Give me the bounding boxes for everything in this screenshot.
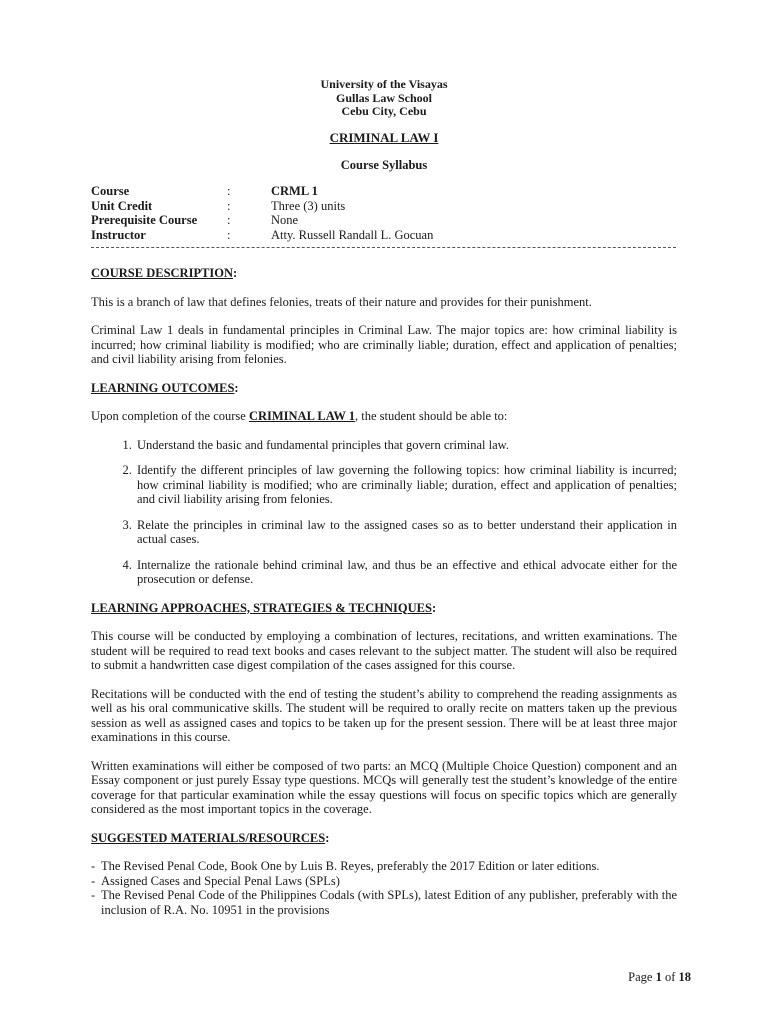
page-number: 1 [655,970,662,984]
outcomes-intro [91,409,677,424]
list-item: 1. Understand the basic and fundamental principles that govern criminal law. [135,438,677,453]
section-heading-text: LEARNING APPROACHES, STRATEGIES & TECHNIQUES [91,600,432,615]
list-item: - The Revised Penal Code of the Philippines Codals (with SPLs), latest Edition of any publisher, preferably with the inclusion of R.A. No. 10951 in the provisions [91,888,677,917]
university-name: University of the Visayas [320,77,448,91]
section-heading-text: LEARNING OUTCOMES [91,380,235,395]
course-info-colon: : [227,184,231,198]
list-item: 3. Relate the principles in criminal law to the assigned cases so as to better understand their application in actual cases. [135,518,677,547]
page-total: 18 [678,970,691,984]
page-footer [628,970,691,985]
header-divider [91,247,676,248]
learning-outcomes-heading: LEARNING OUTCOMES: [91,380,239,395]
intro-text: Upon completion of the course [91,409,249,423]
of-word: of [664,970,676,984]
course-info-value: None [271,213,299,227]
outcomes-list [91,438,677,587]
course-info-row [91,184,433,199]
paragraph: Criminal Law 1 deals in fundamental principles in Criminal Law. The major topics are: how criminal liability is incurred; how criminal liability is modified; who are criminally liable; duration, effect and application of penalties; and civil liability arising from felonies. [91,323,677,366]
course-info-colon: : [227,198,231,213]
approaches-heading: LEARNING APPROACHES, STRATEGIES & TECHNIQUES: [91,600,437,615]
course-info-label: Instructor [91,227,146,242]
list-item: 2. Identify the different principles of law governing the following topics: how criminal liability is incurred; how criminal liability is modified; who are criminally liable; duration, effect and application of penalties; and civil liability arising from felonies. [135,463,677,507]
course-info-colon: : [227,227,231,242]
course-name-emphasis: CRIMINAL LAW 1 [248,409,355,423]
materials-heading: SUGGESTED MATERIALS/RESOURCES: [91,830,330,845]
city-name: Cebu City, Cebu [341,104,427,118]
course-info-label: Course [91,184,130,198]
course-info-row [91,199,433,214]
paragraph: Written examinations will either be composed of two parts: an MCQ (Multiple Choice Question) component and an Essay component or just purely Essay type questions. MCQs will generally test the student’s knowledge of the entire coverage for that particular examination while the essay questions will focus on specific topics which are generally considered as the most important topics in the coverage. [91,758,677,816]
course-info-table [91,184,433,242]
list-item-text: The Revised Penal Code, Book One by Luis B. Reyes, preferably the 2017 Edition or later editions. [101,859,600,873]
course-info-colon: : [227,213,231,227]
institution-header [0,78,768,119]
list-item: 4. Internalize the rationale behind criminal law, and thus be an effective and ethical advocate either for the prosecution or defense. [135,558,677,587]
course-info-row [91,228,433,243]
section-heading-text: COURSE DESCRIPTION [91,266,234,280]
course-info-label: Prerequisite Course [91,213,198,227]
course-description-heading: COURSE DESCRIPTION: [91,266,238,280]
document-subtitle: Course Syllabus [340,158,428,172]
course-info-value: Three (3) units [271,198,346,213]
list-item: - The Revised Penal Code, Book One by Luis B. Reyes, preferably the 2017 Edition or later editions. [91,859,600,873]
course-info-value: CRML 1 [271,184,318,198]
paragraph: This is a branch of law that defines felonies, treats of their nature and provides for their punishment. [91,294,592,309]
paragraph: This course will be conducted by employing a combination of lectures, recitations, and written examinations. The student will be required to read text books and cases relevant to the subject matter. The student will also be required to submit a handwritten case digest compilation of the cases assigned for this course. [91,629,677,672]
paragraph: Recitations will be conducted with the end of testing the student’s ability to comprehend the reading assignments as well as his oral communicative skills. The student will be required to orally recite on matters taken up the previous session as well as assigned cases and topics to be taken up for the present session. There will be at least three major examinations in this course. [91,686,677,744]
course-info-label: Unit Credit [91,198,153,213]
syllabus-body [91,266,677,917]
list-item-text: The Revised Penal Code of the Philippines Codals (with SPLs), latest Edition of any publisher, preferably with the inclusion of R.A. No. 10951 in the provisions [101,888,677,917]
course-info-value: Atty. Russell Randall L. Gocuan [271,227,434,242]
materials-list [91,859,677,917]
school-name: Gullas Law School [335,90,433,105]
section-heading-text: SUGGESTED MATERIALS/RESOURCES [91,830,326,845]
course-info-row [91,213,433,228]
page-word: Page [628,970,653,984]
list-item: - Assigned Cases and Special Penal Laws (SPLs) [91,873,340,888]
list-item-text: Assigned Cases and Special Penal Laws (SPLs) [101,873,340,888]
intro-text: , the student should be able to: [355,409,508,423]
document-title: CRIMINAL LAW I [329,130,439,145]
